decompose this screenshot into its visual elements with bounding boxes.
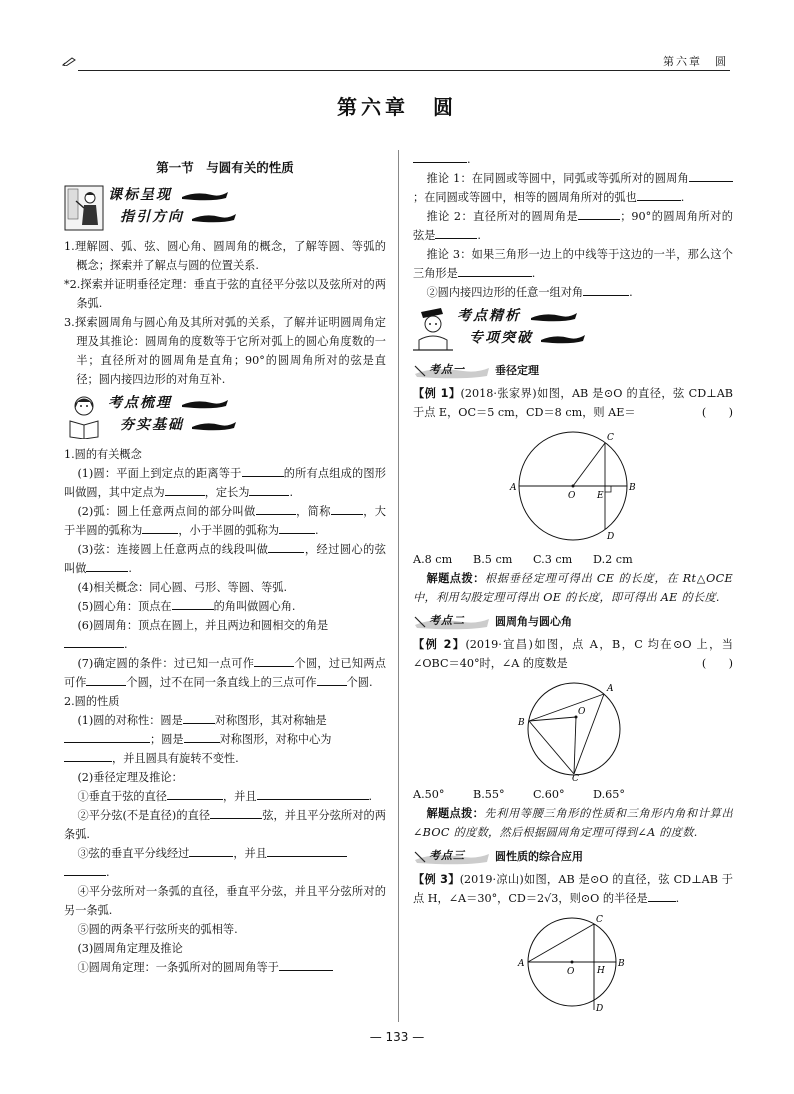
standard-item-1: 1.理解圆、弧、弦、圆心角、圆周角的概念，了解等圆、等弧的概念；探索并了解点与圆的位置关系. <box>64 240 386 272</box>
student-reading-icon <box>64 393 104 439</box>
banner-standards-line2: 指引方向 <box>120 209 184 225</box>
option-c: C.3 cm <box>533 553 573 566</box>
topic-2-title: 圆周角与圆心角 <box>495 615 572 628</box>
review-inscribed-theorem-heading: (3)圆周角定理及推论 <box>77 942 183 955</box>
corollary-3: 推论 3：如果三角形一边上的中线等于这边的一半，那么这个三角形是 . <box>413 248 733 280</box>
topic-1-badge: 考点一 <box>429 363 465 376</box>
option-c: C.60° <box>533 788 565 801</box>
review-chord-def: (3)弦：连接圆上任意两点的线段叫做 ，经过圆心的弦叫做 . <box>64 540 386 578</box>
blank <box>279 521 315 534</box>
blank <box>458 264 532 277</box>
banner-analysis-line2: 专项突破 <box>469 330 533 346</box>
label-B: B <box>518 718 525 728</box>
chapter-title: 第六章 圆 <box>337 95 457 119</box>
page-number: — 133 — <box>369 1030 425 1044</box>
example-2-tips: 解题点拨：先利用等腰三角形的性质和三角形内角和计算出∠BOC 的度数，然后根据圆周角定理可得到∠A 的度数. <box>413 807 733 839</box>
banner-review-line1: 考点梳理 <box>108 395 172 411</box>
brush-swoosh-icon <box>541 332 585 346</box>
blank <box>637 188 681 201</box>
option-b: B.55° <box>473 788 505 801</box>
review-symmetry: (1)圆的对称性：圆是 对称图形，其对称轴是 ；圆是 对称图形，对称中心为 ，并且圆具有旋转不变性. <box>64 711 386 768</box>
topic-2-header <box>413 611 733 633</box>
brush-swoosh-icon <box>182 397 228 411</box>
topic-1-header <box>413 360 733 382</box>
blank <box>64 749 112 762</box>
option-d: D.2 cm <box>593 553 633 566</box>
example-1-options <box>413 550 733 569</box>
blank <box>167 787 223 800</box>
example-2-figure <box>508 677 638 781</box>
right-column <box>413 150 733 1016</box>
example-2-options <box>413 785 733 804</box>
label-D: D <box>607 532 615 542</box>
standard-item-3: 3.探索圆周角与圆心角及其所对弧的关系，了解并证明圆周角定理及其推论：圆周角的度数等于它所对弧上的圆心角度数的一半；直径所对的圆周角是直角；90°的圆周角所对的弦是直径；圆内接四边形的对角互补. <box>64 316 386 386</box>
blank <box>279 958 333 971</box>
label-D: D <box>596 1004 604 1012</box>
blank <box>583 283 629 296</box>
running-title: 第六章 圆 <box>663 55 728 68</box>
label-C: C <box>572 774 579 781</box>
blank <box>86 673 126 686</box>
brush-swoosh-icon <box>192 211 236 225</box>
header-rule <box>78 70 730 71</box>
blank <box>317 673 347 686</box>
continued-blank: . <box>413 150 733 169</box>
brush-swoosh-icon <box>192 419 236 433</box>
review-heading-1: 1.圆的有关概念 <box>64 448 142 461</box>
review-inscribed-theorem: ①圆周角定理：一条弧所对的圆周角等于 <box>64 958 386 977</box>
blank <box>257 787 369 800</box>
cyclic-quadrilateral: ②圆内接四边形的任意一组对角 . <box>413 283 733 302</box>
blank <box>64 730 150 743</box>
topic-2-badge: 考点二 <box>429 614 465 627</box>
blank <box>268 540 304 553</box>
section-title: 第一节 与圆有关的性质 <box>156 160 294 175</box>
label-C: C <box>607 433 614 443</box>
topic-3-header <box>413 846 733 868</box>
review-arc-def: (2)弧：圆上任意两点间的部分叫做 ，简称 ，大于半圆的弧称为 ，小于半圆的弧称为 . <box>64 502 386 540</box>
review-central-angle: (5)圆心角：顶点在 的角叫做圆心角. <box>64 597 386 616</box>
blank <box>267 844 347 857</box>
example-1-tips: 解题点拨：根据垂径定理可得出 CE 的长度，在 Rt△OCE 中，利用勾股定理可得出 OE 的长度，即可得出 AE 的长度. <box>413 572 733 604</box>
brush-swoosh-icon <box>531 310 577 324</box>
topic-3-title: 圆性质的综合应用 <box>495 850 583 863</box>
corollary-1: 推论 1：在同圆或等圆中，同弧或等弧所对的圆周角；在同圆或等圆中，相等的圆周角所对的弧也 . <box>413 169 733 207</box>
option-a: A.50° <box>413 788 445 801</box>
blank <box>648 889 676 902</box>
label-O: O <box>578 707 586 717</box>
banner-review <box>64 393 386 443</box>
teacher-illustration-icon <box>64 185 104 231</box>
option-a: A.8 cm <box>413 553 453 566</box>
label-O: O <box>567 967 575 977</box>
blank <box>256 502 296 515</box>
brush-swoosh-icon <box>182 189 228 203</box>
review-determine-circle: (7)确定圆的条件：过已知一点可作 个圆，过已知两点可作 个圆，过不在同一条直线上的三点可作 个圆. <box>64 654 386 692</box>
blank <box>210 806 262 819</box>
banner-analysis <box>413 306 733 356</box>
standard-item-2: *2.探索并证明垂径定理：垂直于弦的直径平分弦以及弦所对的两条弧. <box>64 278 386 310</box>
blank <box>578 207 620 220</box>
blank <box>435 226 477 239</box>
blank <box>249 483 289 496</box>
blank <box>331 502 363 515</box>
blank <box>189 844 233 857</box>
blank <box>413 150 467 163</box>
example-1-figure <box>508 426 638 546</box>
banner-standards <box>64 185 386 235</box>
pen-icon <box>62 56 80 66</box>
blank <box>183 711 215 724</box>
blank <box>254 654 294 667</box>
option-d: D.65° <box>593 788 625 801</box>
blank <box>689 169 733 182</box>
blank <box>142 521 178 534</box>
label-B: B <box>618 959 625 969</box>
label-C: C <box>596 915 603 925</box>
example-3-figure <box>508 912 638 1012</box>
label-B: B <box>629 483 636 493</box>
blank <box>64 863 106 876</box>
review-perp-item-4: ④平分弦所对一条弧的直径，垂直平分弦，并且平分弦所对的另一条弧. <box>64 885 386 917</box>
example-2-text: 【例 2】(2019·宜昌)如图，点 A，B，C 均在⊙O 上，当∠OBC＝40°时，∠A 的度数是 ( ) <box>413 638 733 670</box>
review-perp-item-5: ⑤圆的两条平行弦所夹的弧相等. <box>77 923 238 936</box>
topic-3-badge: 考点三 <box>429 849 465 862</box>
column-divider <box>398 150 399 1022</box>
label-E: E <box>597 491 604 501</box>
review-perp-item-2: ②平分弦(不是直径)的直径 弦，并且平分弦所对的两条弧. <box>64 806 386 844</box>
review-related-concepts: (4)相关概念：同心圆、弓形、等圆、等弧. <box>77 581 288 594</box>
banner-analysis-line1: 考点精析 <box>457 308 521 324</box>
example-3-text: 【例 3】(2019·凉山)如图，AB 是⊙O 的直径，弦 CD⊥AB 于点 H，∠A＝30°，CD＝2√3，则⊙O 的半径是 . <box>413 873 733 905</box>
label-A: A <box>607 684 614 694</box>
label-A: A <box>510 483 517 493</box>
review-heading-2: 2.圆的性质 <box>64 695 120 708</box>
left-column <box>64 158 386 977</box>
blank <box>184 730 220 743</box>
review-inscribed-angle: (6)圆周角：顶点在圆上，并且两边和圆相交的角是 . <box>64 616 386 654</box>
label-O: O <box>568 491 576 501</box>
option-b: B.5 cm <box>473 553 513 566</box>
blank <box>86 559 128 572</box>
blank <box>64 635 124 648</box>
review-circle-def: (1)圆：平面上到定点的距离等于 的所有点组成的图形叫做圆，其中定点为 ，定长为 . <box>64 464 386 502</box>
review-perp-diameter-heading: (2)垂径定理及推论： <box>77 771 183 784</box>
topic-1-title: 垂径定理 <box>495 364 539 377</box>
review-perp-item-3: ③弦的垂直平分线经过 ，并且 . <box>64 844 386 882</box>
banner-review-line2: 夯实基础 <box>120 417 184 433</box>
label-A: A <box>518 959 525 969</box>
blank <box>172 597 214 610</box>
blank <box>242 464 284 477</box>
blank <box>165 483 205 496</box>
page-header <box>62 50 730 72</box>
banner-standards-line1: 课标呈现 <box>108 187 172 203</box>
corollary-2: 推论 2：直径所对的圆周角是 ；90°的圆周角所对的弦是 . <box>413 207 733 245</box>
example-1-text: 【例 1】(2018·张家界)如图，AB 是⊙O 的直径，弦 CD⊥AB 于点 E，OC＝5 cm，CD＝8 cm，则 AE＝ ( ) <box>413 387 734 419</box>
label-H: H <box>597 966 605 976</box>
review-perp-item-1: ①垂直于弦的直径 ，并且 . <box>64 787 386 806</box>
student-thinking-icon <box>413 306 453 352</box>
